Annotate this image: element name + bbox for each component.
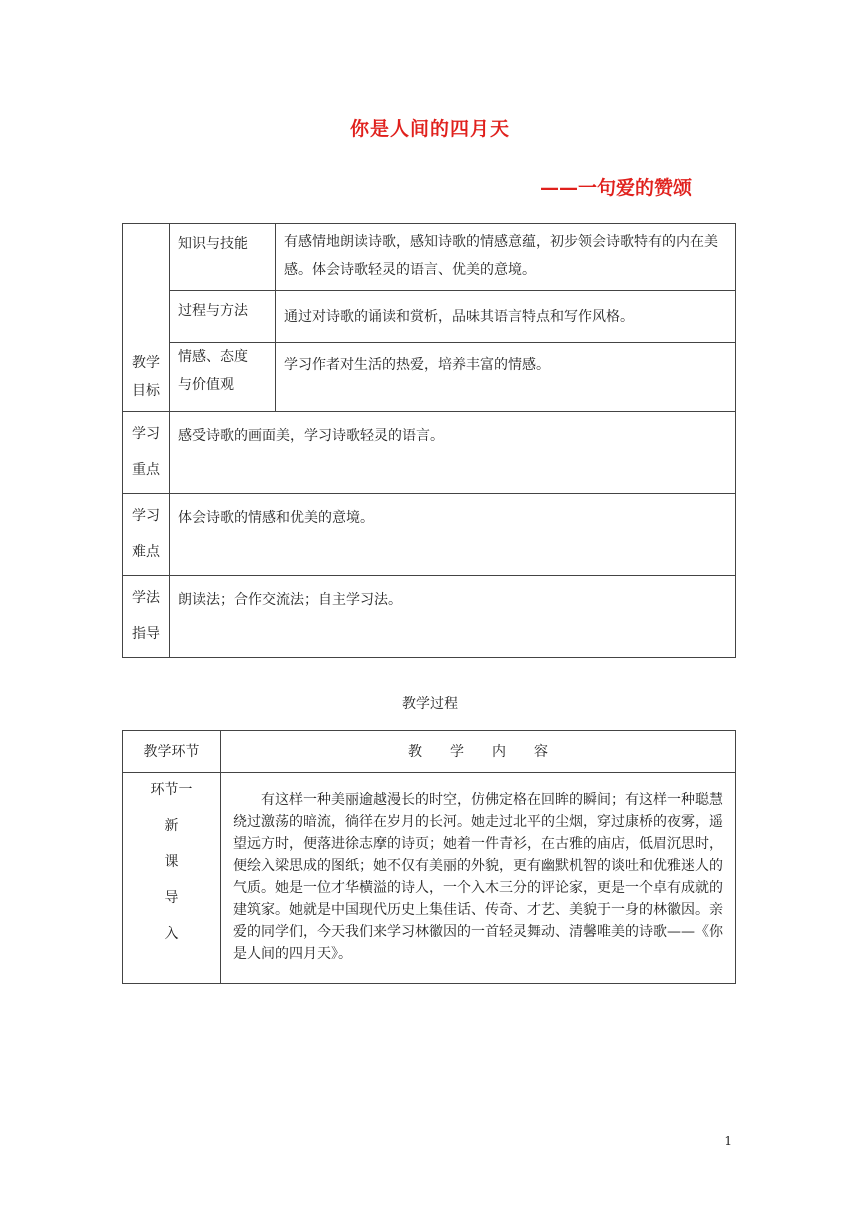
methods-content: 朗读法；合作交流法；自主学习法。 bbox=[170, 576, 736, 658]
process-section-title: 教学过程 bbox=[402, 696, 458, 712]
process-header-stage: 教学环节 bbox=[123, 731, 221, 773]
stage-name: 环节一 bbox=[150, 782, 193, 798]
difficulties-label: 学习 难点 bbox=[123, 494, 170, 576]
key-points-content: 感受诗歌的画面美，学习诗歌轻灵的语言。 bbox=[170, 412, 736, 494]
key-points-label: 学习 重点 bbox=[123, 412, 170, 494]
process-header-content: 教学内容 bbox=[221, 731, 736, 773]
lesson-subtitle: ——一句爱的赞颂 bbox=[540, 177, 693, 199]
stage-char-1: 新 bbox=[164, 818, 179, 834]
difficulties-content: 体会诗歌的情感和优美的意境。 bbox=[170, 494, 736, 576]
stage-char-4: 入 bbox=[164, 926, 179, 942]
process-stage-paragraph: 有这样一种美丽逾越漫长的时空，仿佛定格在回眸的瞬间；有这样一种聪慧绕过激荡的暗流，徜徉在岁月的长河。她走过北平的尘烟，穿过康桥的夜雾，遥望远方时，便落进徐志摩的诗页；她着一件青衫，在古雅的庙店，低眉沉思时，便绘入梁思成的图纸；她不仅有美丽的外貌，更有幽默机智的谈吐和优雅迷人的气质。她是一位才华横溢的诗人，一个入木三分的评论家，更是一个卓有成就的建筑家。她就是中国现代历史上集佳话、传奇、才艺、美貌于一身的林徽因。亲爱的同学们，今天我们来学习林徽因的一首轻灵舞动、清馨唯美的诗歌——《你是人间的四月天》。 bbox=[221, 773, 736, 984]
stage-char-2: 课 bbox=[164, 854, 179, 870]
page-number: 1 bbox=[724, 1134, 732, 1148]
objectives-table bbox=[122, 223, 736, 658]
objective-content-process: 通过对诗歌的诵读和赏析，品味其语言特点和写作风格。 bbox=[276, 291, 736, 343]
objective-label-knowledge: 知识与技能 bbox=[170, 224, 276, 291]
objective-content-knowledge: 有感情地朗读诗歌，感知诗歌的情感意蕴，初步领会诗歌特有的内在美感。体会诗歌轻灵的语言、优美的意境。 bbox=[276, 224, 736, 291]
objective-content-emotion: 学习作者对生活的热爱，培养丰富的情感。 bbox=[276, 343, 736, 412]
lesson-title: 你是人间的四月天 bbox=[349, 118, 510, 140]
process-stage-label bbox=[123, 773, 221, 984]
objectives-category-line1: 教学 bbox=[132, 354, 160, 371]
stage-char-3: 导 bbox=[164, 890, 179, 906]
process-table bbox=[122, 730, 736, 984]
objectives-category bbox=[123, 224, 170, 412]
objective-label-process: 过程与方法 bbox=[170, 291, 276, 343]
methods-label: 学法 指导 bbox=[123, 576, 170, 658]
objectives-category-line2: 目标 bbox=[132, 382, 160, 399]
objective-label-emotion: 情感、态度 与价值观 bbox=[170, 343, 276, 412]
